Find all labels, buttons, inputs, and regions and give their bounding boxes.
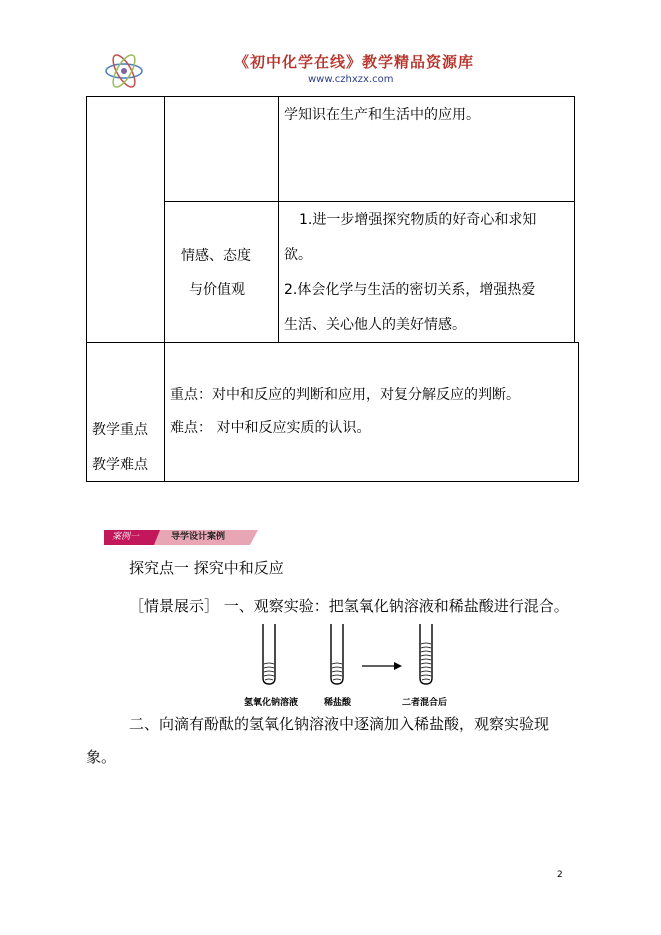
tube-hcl	[331, 624, 343, 684]
row1-text: 学知识在生产和生活中的应用。	[284, 107, 480, 123]
ribbon-title: 导学设计案例	[171, 532, 226, 542]
row3-label-line2: 教学难点	[92, 457, 148, 473]
step2-line2: 象。	[86, 748, 117, 766]
tube-label-naoh: 氢氧化钠溶液	[244, 698, 299, 708]
banner-url: www.czhxzx.com	[308, 74, 394, 85]
tube-naoh	[263, 624, 275, 684]
ribbon-tag: 案例一	[112, 532, 140, 542]
section-heading: 探究点一 探究中和反应	[129, 559, 284, 577]
row2-label-line1: 情感、态度	[181, 248, 251, 264]
arrow-right-icon	[362, 662, 402, 670]
scenario-text: ［情景展示］ 一、观察实验：把氢氧化钠溶液和稀盐酸进行混合。	[129, 597, 569, 615]
row2-line4: 生活、关心他人的美好情感。	[284, 317, 466, 333]
row2-line1: 1.进一步增强探究物质的好奇心和求知	[299, 212, 537, 228]
row2-line3: 2.体会化学与生活的密切关系，增强热爱	[284, 282, 536, 298]
row2-line2: 欲。	[284, 247, 312, 263]
row3-label-line1: 教学重点	[92, 422, 148, 438]
tube-mixed	[420, 624, 432, 684]
atom-logo-icon	[102, 50, 146, 92]
teaching-focus: 重点：对中和反应的判断和应用，对复分解反应的判断。	[170, 387, 520, 403]
tube-label-mixed: 二者混合后	[402, 698, 448, 708]
test-tube-diagram	[230, 620, 460, 690]
page-number: 2	[557, 870, 563, 880]
row2-label-line2: 与价值观	[189, 282, 245, 298]
header-banner	[98, 48, 564, 94]
step2-line1: 二、向滴有酚酞的氢氧化钠溶液中逐滴加入稀盐酸，观察实验现	[129, 715, 550, 733]
teaching-difficulty: 难点： 对中和反应实质的认识。	[170, 420, 371, 436]
tube-label-hcl: 稀盐酸	[324, 698, 352, 708]
banner-title: 《初中化学在线》教学精品资源库	[234, 53, 475, 71]
